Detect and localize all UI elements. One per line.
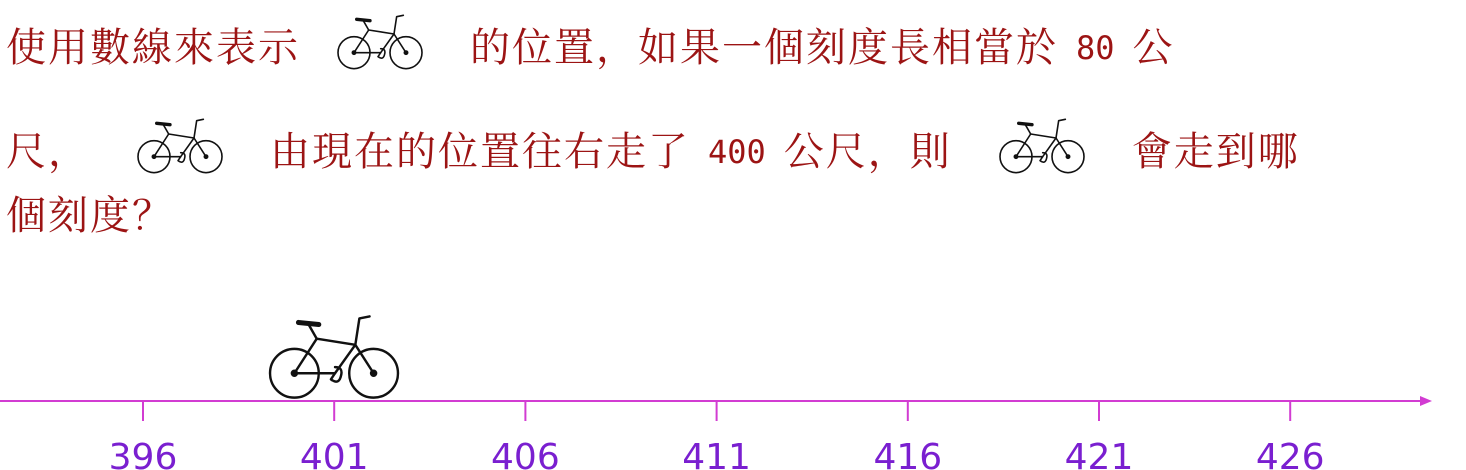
axis-arrow-icon — [1420, 396, 1432, 406]
tick-label: 401 — [299, 437, 369, 470]
question-text-1c: 公 — [1132, 24, 1175, 71]
bicycle-icon — [328, 14, 432, 81]
question-line-1 — [6, 14, 1175, 81]
tick-label: 396 — [108, 437, 178, 470]
question-line-3 — [6, 190, 174, 240]
question-text-2b: 由現在的位置往右走了 — [270, 128, 690, 175]
tick-length-value: 80 — [1076, 28, 1115, 67]
question-text-2d: 會走到哪 — [1131, 128, 1300, 175]
number-line — [0, 300, 1466, 470]
bicycle-icon — [270, 316, 398, 397]
question-text-1a: 使用數線來表示 — [6, 24, 300, 71]
tick-label: 406 — [491, 437, 560, 470]
question-text-2a: 尺， — [6, 128, 90, 175]
tick-label: 426 — [1255, 437, 1325, 470]
bicycle-icon — [128, 118, 232, 185]
tick-label: 421 — [1064, 437, 1134, 470]
bicycle-icon — [990, 118, 1094, 185]
tick-label: 416 — [873, 437, 943, 470]
question-text-3: 個刻度？ — [6, 193, 174, 239]
question-text-2c: 公尺，則 — [783, 128, 952, 175]
question-line-2 — [6, 118, 1300, 185]
question-text-1b: 的位置，如果一個刻度長相當於 — [470, 24, 1058, 71]
distance-value: 400 — [708, 132, 766, 171]
tick-label: 411 — [682, 437, 751, 470]
